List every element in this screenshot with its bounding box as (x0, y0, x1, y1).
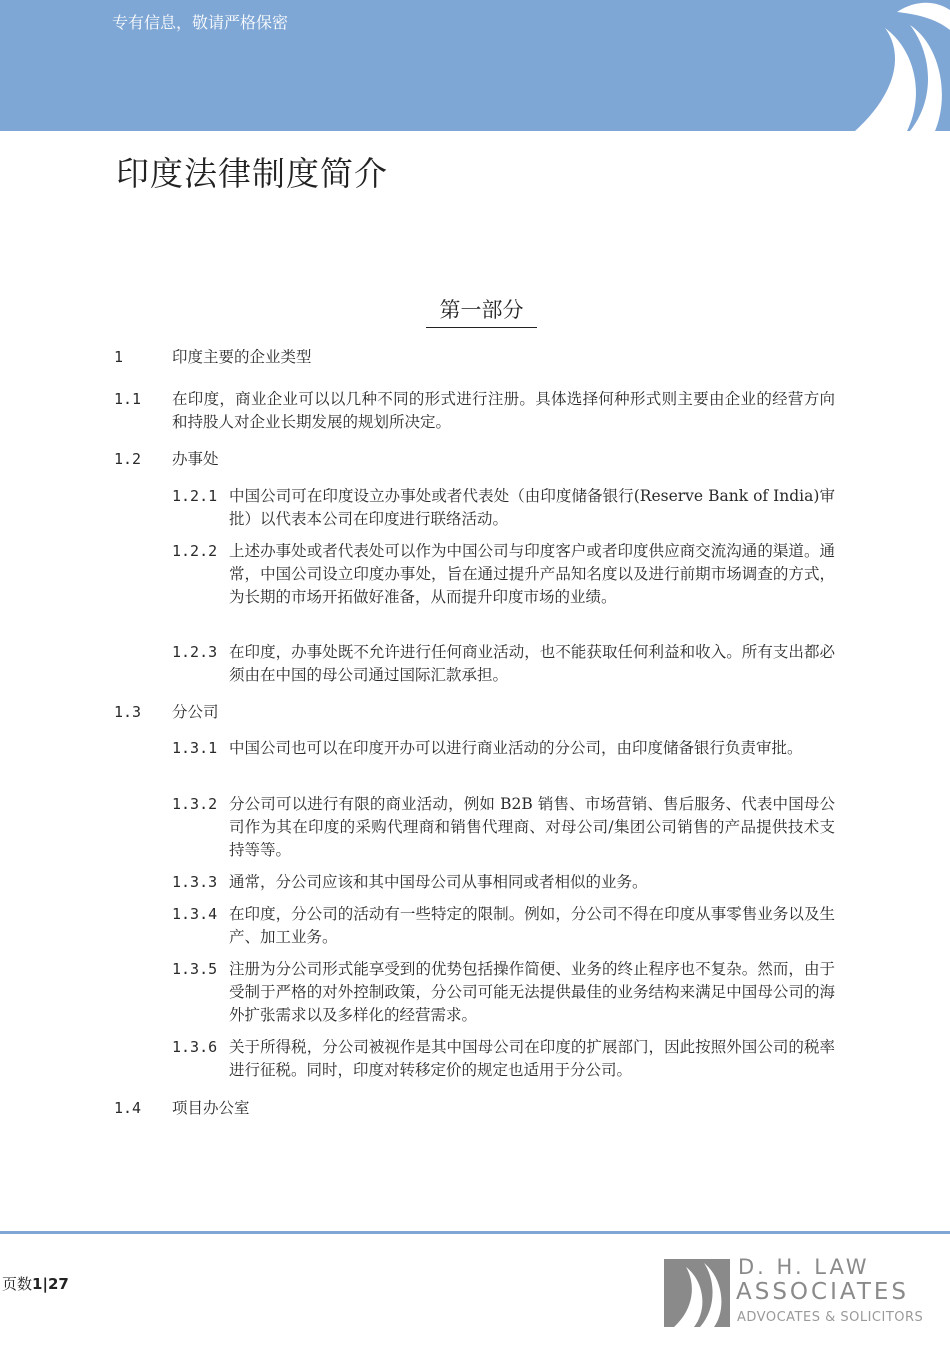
brand-swoosh-icon (815, 0, 950, 131)
page-total: 27 (47, 1275, 69, 1293)
section-number: 1.3.1 (172, 739, 218, 757)
section-text: 中国公司也可以在印度开办可以进行商业活动的分公司，由印度储备银行负责审批。 (229, 739, 803, 757)
section-number: 1.3.3 (172, 873, 218, 891)
section-text: 通常，分公司应该和其中国母公司从事相同或者相似的业务。 (229, 873, 648, 891)
logo-line-2: ASSOCIATES (736, 1279, 910, 1305)
section-text: 印度主要的企业类型 (172, 348, 312, 366)
section-text: 中国公司可在印度设立办事处或者代表处（由印度储备银行(Reserve Bank of India)审批）以代表本公司在印度进行联络活动。 (229, 487, 835, 528)
firm-logo (664, 1255, 932, 1331)
section-text: 上述办事处或者代表处可以作为中国公司与印度客户或者印度供应商交流沟通的渠道。通常，中国公司设立印度办事处，旨在通过提升产品知名度以及进行前期市场调查的方式，为长期的市场开拓做好准备，从而提升印度市场的业绩。 (229, 542, 835, 606)
page-current: 1 (32, 1275, 43, 1293)
section-text: 分公司可以进行有限的商业活动，例如 B2B 销售、市场营销、售后服务、代表中国母公司作为其在印度的采购代理商和销售代理商、对母公司/集团公司销售的产品提供技术支持等等。 (229, 795, 835, 859)
page-number: 页数1|27 (2, 1275, 69, 1293)
section-number: 1.2.2 (172, 542, 218, 560)
document-title: 印度法律制度简介 (116, 154, 388, 193)
page-label: 页数 (2, 1275, 33, 1293)
section-number: 1.2 (114, 450, 142, 468)
section-number: 1.2.1 (172, 487, 218, 505)
firm-logo-mark-icon (664, 1259, 730, 1327)
logo-line-3: ADVOCATES & SOLICITORS (737, 1310, 924, 1325)
section-text: 在印度，分公司的活动有一些特定的限制。例如，分公司不得在印度从事零售业务以及生产、加工业务。 (229, 905, 835, 946)
header-band (0, 0, 950, 131)
section-number: 1.3.6 (172, 1038, 218, 1056)
section-number: 1 (114, 348, 124, 366)
logo-line-1: D. H. LAW (738, 1255, 870, 1279)
section-number: 1.1 (114, 390, 142, 408)
section-number: 1.2.3 (172, 643, 218, 661)
section-text: 分公司 (172, 703, 219, 721)
section-number: 1.4 (114, 1099, 142, 1117)
section-number: 1.3.4 (172, 905, 218, 923)
confidential-notice: 专有信息，敬请严格保密 (112, 13, 289, 32)
section-text: 办事处 (172, 450, 219, 468)
section-text: 在印度，办事处既不允许进行任何商业活动，也不能获取任何利益和收入。所有支出都必须由在中国的母公司通过国际汇款承担。 (229, 643, 835, 684)
section-number: 1.3 (114, 703, 142, 721)
section-number: 1.3.5 (172, 960, 218, 978)
section-text: 注册为分公司形式能享受到的优势包括操作简便、业务的终止程序也不复杂。然而，由于受制于严格的对外控制政策，分公司可能无法提供最佳的业务结构来满足中国母公司的海外扩张需求以及多样化的经营需求。 (229, 960, 835, 1024)
footer-divider (0, 1231, 950, 1234)
section-number: 1.3.2 (172, 795, 218, 813)
section-text: 在印度，商业企业可以以几种不同的形式进行注册。具体选择何种形式则主要由企业的经营方向和持股人对企业长期发展的规划所决定。 (172, 390, 835, 431)
section-text: 项目办公室 (172, 1099, 250, 1117)
part-heading: 第一部分 (426, 294, 537, 328)
section-text: 关于所得税，分公司被视作是其中国母公司在印度的扩展部门，因此按照外国公司的税率进行征税。同时，印度对转移定价的规定也适用于分公司。 (229, 1038, 835, 1079)
